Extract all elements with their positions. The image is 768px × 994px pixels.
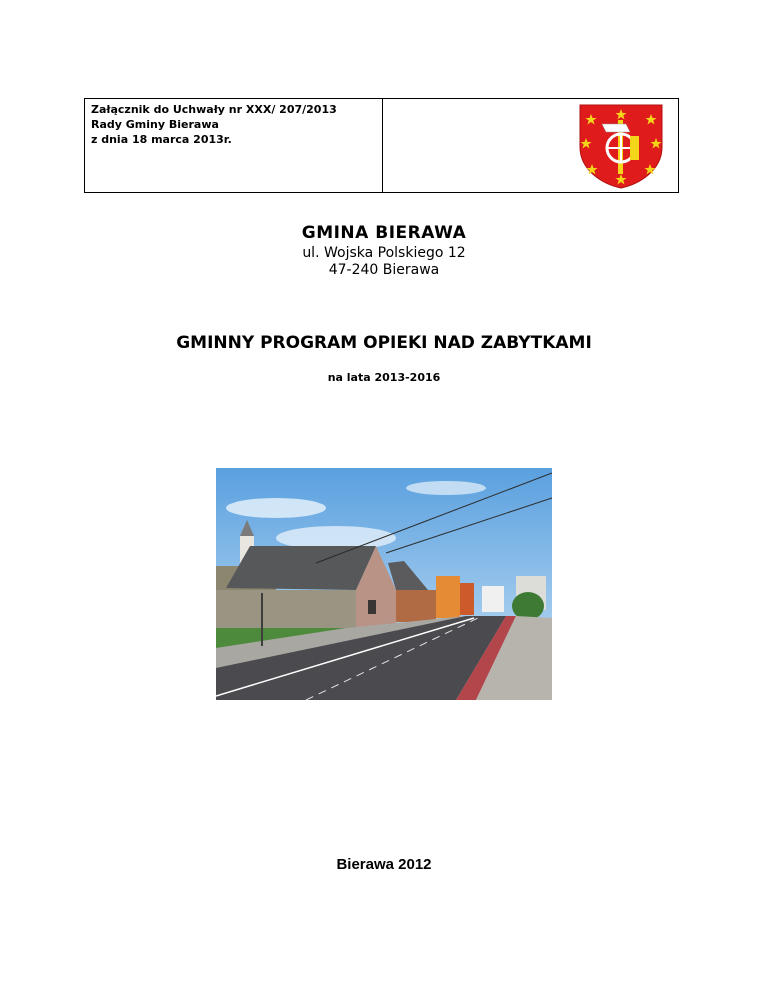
resolution-reference (85, 99, 383, 192)
coat-of-arms-cell (383, 99, 678, 192)
program-years: na lata 2013-2016 (327, 371, 441, 384)
place-and-year: Bierawa 2012 (336, 856, 432, 873)
resolution-line-3: z dnia 18 marca 2013r. (91, 133, 232, 146)
village-street-photo (216, 468, 552, 700)
resolution-line-1: Załącznik do Uchwały nr XXX/ 207/2013 (91, 103, 337, 116)
street-photo-illustration (216, 468, 552, 700)
address-postcode: 47-240 Bierawa (328, 262, 440, 278)
address-street: ul. Wojska Polskiego 12 (302, 245, 466, 261)
resolution-line-2: Rady Gminy Bierawa (91, 118, 219, 131)
program-title: GMINNY PROGRAM OPIEKI NAD ZABYTKAMI (176, 333, 592, 353)
coat-of-arms-icon (576, 102, 666, 190)
header-table (84, 98, 679, 193)
municipality-title: GMINA BIERAWA (301, 223, 467, 243)
